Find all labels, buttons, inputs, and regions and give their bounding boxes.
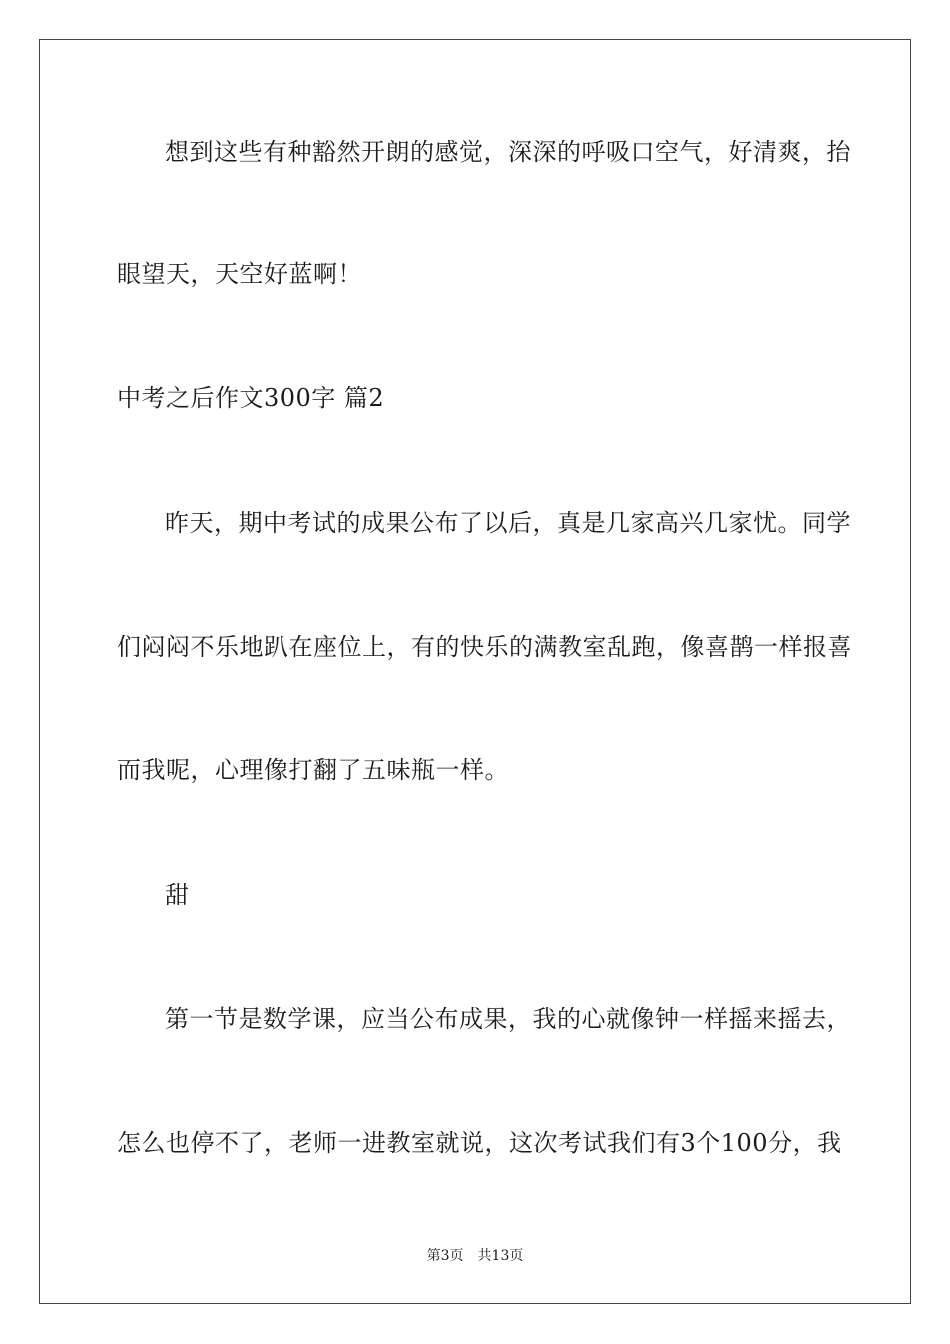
- page-footer: [0, 1247, 950, 1265]
- paragraph-line-1: 想到这些有种豁然开朗的感觉，深深的呼吸口空气，好清爽，抬: [165, 138, 851, 166]
- paragraph-line-6: 甜: [165, 881, 190, 909]
- paragraph-line-8: 怎么也停不了，老师一进教室就说，这次考试我们有3个100分，我: [117, 1129, 842, 1157]
- paragraph-line-4: 们闷闷不乐地趴在座位上，有的快乐的满教室乱跑，像喜鹊一样报喜: [117, 633, 852, 661]
- page-number-total: 共13页: [477, 1248, 524, 1264]
- paragraph-line-5: 而我呢，心理像打翻了五味瓶一样。: [117, 756, 509, 784]
- paragraph-line-2: 眼望天，天空好蓝啊！: [117, 260, 362, 288]
- paragraph-line-3: 昨天，期中考试的成果公布了以后，真是几家高兴几家忧。同学: [165, 509, 851, 537]
- page-border: [39, 39, 911, 1304]
- section-heading: 中考之后作文300字 篇2: [117, 384, 385, 412]
- page-number-current: 第3页: [426, 1248, 464, 1264]
- paragraph-line-7: 第一节是数学课，应当公布成果，我的心就像钟一样摇来摇去，: [165, 1005, 851, 1033]
